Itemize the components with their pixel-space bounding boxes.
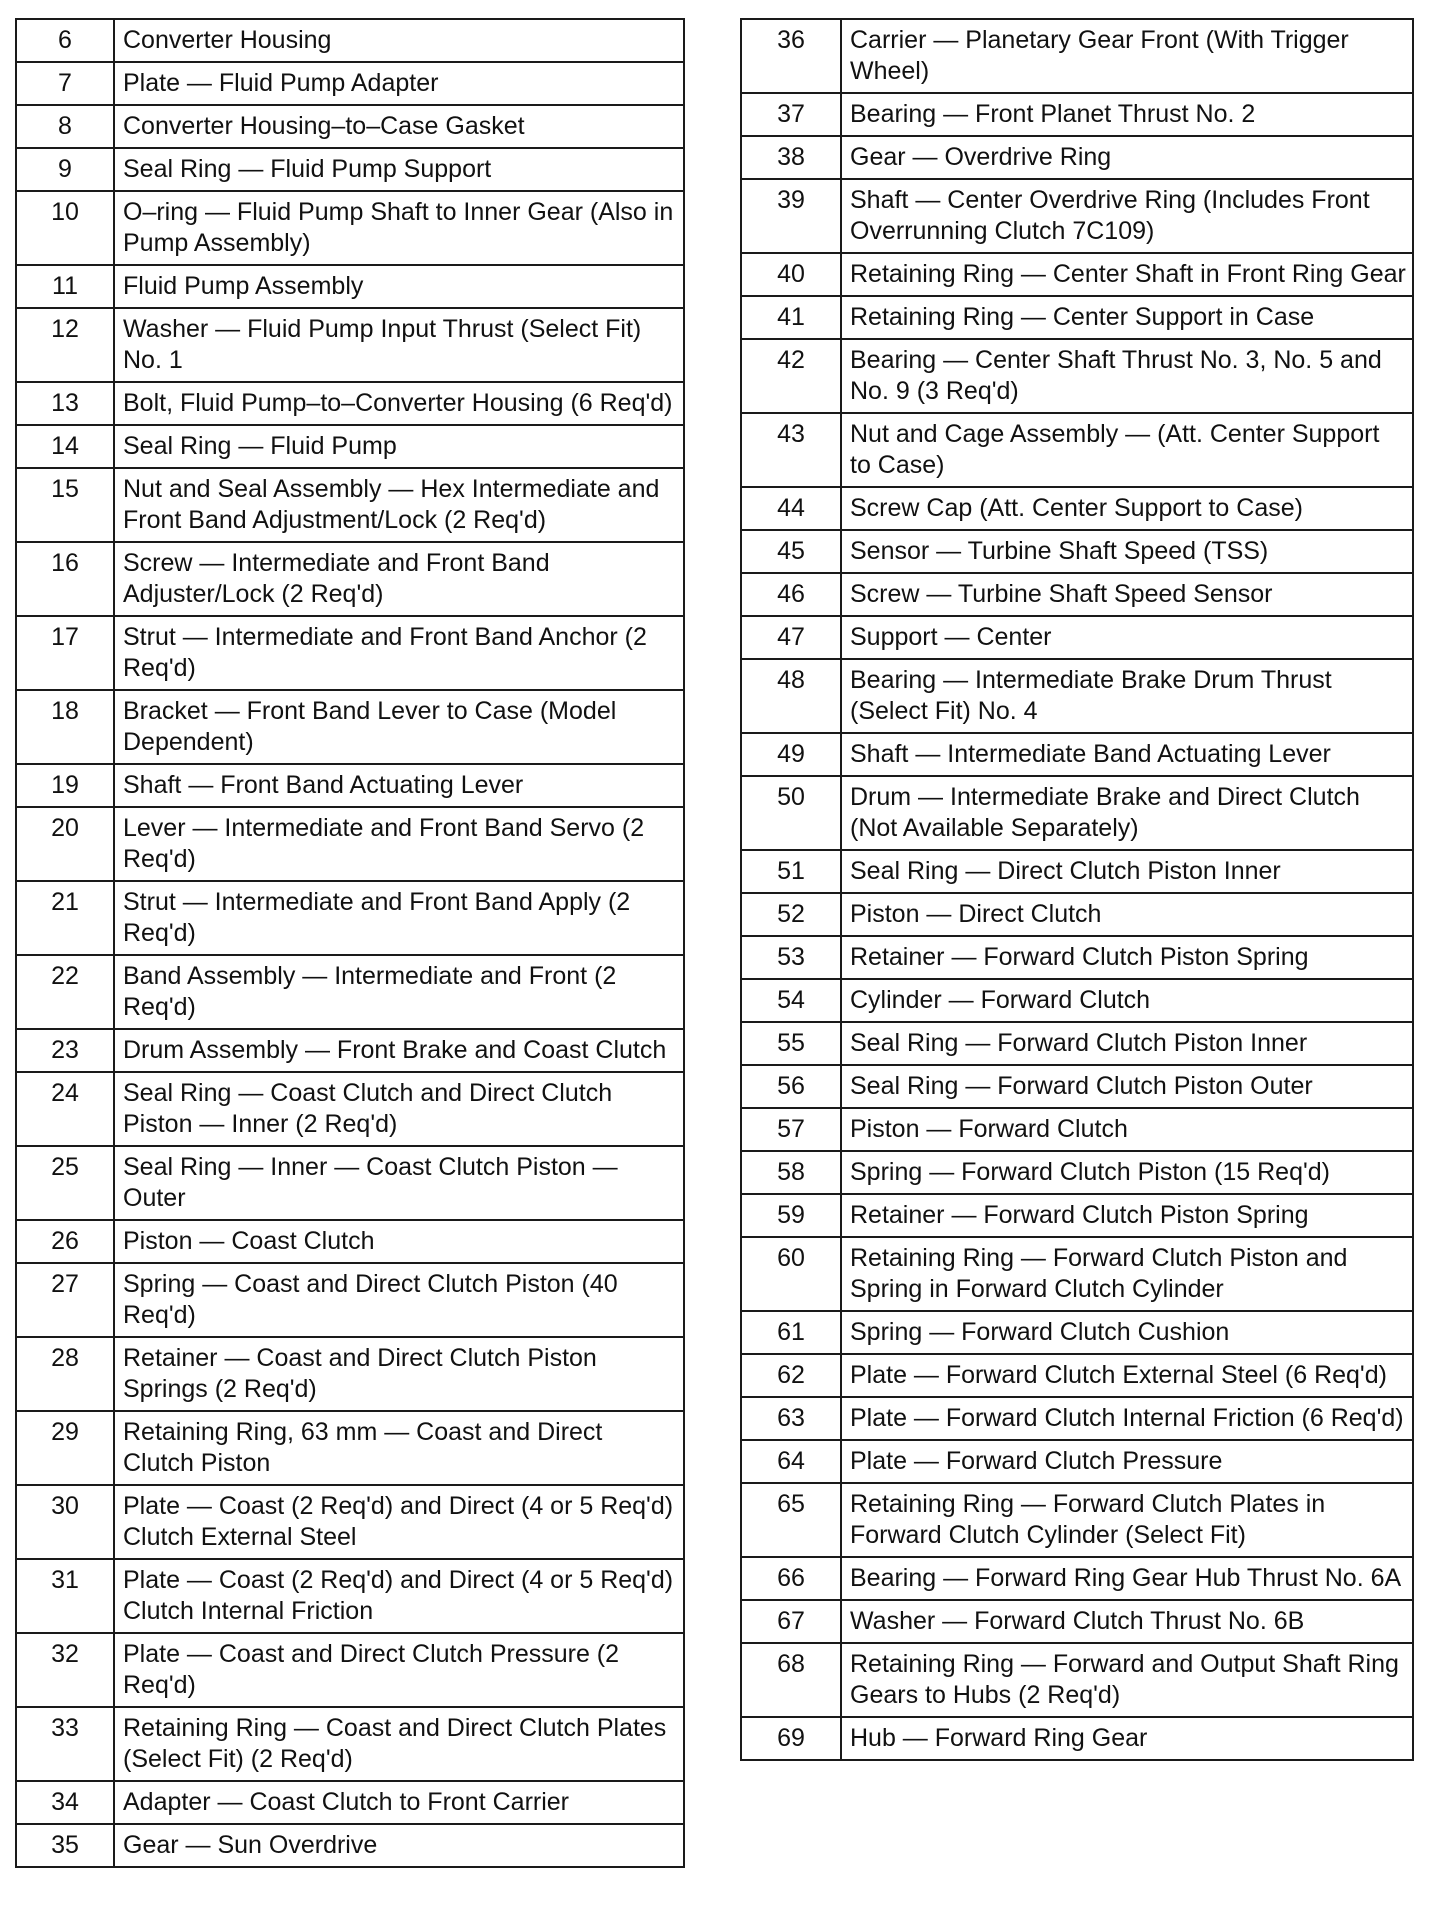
table-row: [741, 573, 1413, 616]
table-row: [741, 487, 1413, 530]
part-number: 61: [741, 1311, 841, 1354]
part-description: Seal Ring — Direct Clutch Piston Inner: [841, 850, 1413, 893]
part-number: 50: [741, 776, 841, 850]
table-row: [16, 1072, 684, 1146]
part-description: Screw — Turbine Shaft Speed Sensor: [841, 573, 1413, 616]
part-number: 69: [741, 1717, 841, 1760]
part-number: 30: [16, 1485, 114, 1559]
part-description: Band Assembly — Intermediate and Front (2 Req'd): [114, 955, 684, 1029]
part-description: Seal Ring — Coast Clutch and Direct Clutch Piston — Inner (2 Req'd): [114, 1072, 684, 1146]
part-description: Bearing — Forward Ring Gear Hub Thrust No. 6A: [841, 1557, 1413, 1600]
part-number: 33: [16, 1707, 114, 1781]
part-number: 38: [741, 136, 841, 179]
part-number: 32: [16, 1633, 114, 1707]
table-row: [16, 1263, 684, 1337]
table-row: [741, 1440, 1413, 1483]
part-description: Converter Housing: [114, 19, 684, 62]
table-row: [741, 733, 1413, 776]
part-number: 7: [16, 62, 114, 105]
part-description: Seal Ring — Inner — Coast Clutch Piston — Outer: [114, 1146, 684, 1220]
part-description: Retainer — Forward Clutch Piston Spring: [841, 1194, 1413, 1237]
part-number: 35: [16, 1824, 114, 1867]
part-number: 46: [741, 573, 841, 616]
part-number: 9: [16, 148, 114, 191]
part-number: 65: [741, 1483, 841, 1557]
table-row: [16, 148, 684, 191]
part-number: 59: [741, 1194, 841, 1237]
table-row: [16, 1633, 684, 1707]
table-row: [16, 764, 684, 807]
part-description: Bearing — Center Shaft Thrust No. 3, No. 5 and No. 9 (3 Req'd): [841, 339, 1413, 413]
table-row: [16, 807, 684, 881]
table-row: [16, 265, 684, 308]
part-number: 23: [16, 1029, 114, 1072]
part-number: 57: [741, 1108, 841, 1151]
part-description: Lever — Intermediate and Front Band Servo (2 Req'd): [114, 807, 684, 881]
part-description: Retaining Ring, 63 mm — Coast and Direct Clutch Piston: [114, 1411, 684, 1485]
part-number: 29: [16, 1411, 114, 1485]
table-row: [741, 850, 1413, 893]
part-description: Plate — Forward Clutch External Steel (6 Req'd): [841, 1354, 1413, 1397]
table-row: [741, 530, 1413, 573]
part-description: Nut and Seal Assembly — Hex Intermediate and Front Band Adjustment/Lock (2 Req'd): [114, 468, 684, 542]
part-number: 51: [741, 850, 841, 893]
part-description: Strut — Intermediate and Front Band Apply (2 Req'd): [114, 881, 684, 955]
part-description: Cylinder — Forward Clutch: [841, 979, 1413, 1022]
part-number: 55: [741, 1022, 841, 1065]
table-row: [741, 776, 1413, 850]
part-number: 45: [741, 530, 841, 573]
part-number: 68: [741, 1643, 841, 1717]
table-row: [16, 690, 684, 764]
table-row: [741, 339, 1413, 413]
table-row: [741, 1557, 1413, 1600]
part-description: Plate — Coast and Direct Clutch Pressure (2 Req'd): [114, 1633, 684, 1707]
table-row: [16, 1781, 684, 1824]
part-description: Retainer — Forward Clutch Piston Spring: [841, 936, 1413, 979]
part-description: Plate — Forward Clutch Pressure: [841, 1440, 1413, 1483]
table-row: [16, 1485, 684, 1559]
part-number: 6: [16, 19, 114, 62]
part-description: Retaining Ring — Center Shaft in Front Ring Gear: [841, 253, 1413, 296]
table-row: [16, 1029, 684, 1072]
part-description: Strut — Intermediate and Front Band Anchor (2 Req'd): [114, 616, 684, 690]
table-row: [16, 955, 684, 1029]
table-row: [741, 413, 1413, 487]
table-row: [16, 425, 684, 468]
table-row: [741, 1717, 1413, 1760]
table-row: [741, 1022, 1413, 1065]
part-number: 8: [16, 105, 114, 148]
table-row: [16, 881, 684, 955]
part-number: 49: [741, 733, 841, 776]
table-row: [741, 1600, 1413, 1643]
part-description: Adapter — Coast Clutch to Front Carrier: [114, 1781, 684, 1824]
table-row: [741, 1151, 1413, 1194]
table-row: [741, 979, 1413, 1022]
part-number: 11: [16, 265, 114, 308]
table-row: [16, 1337, 684, 1411]
table-row: [741, 659, 1413, 733]
part-description: Fluid Pump Assembly: [114, 265, 684, 308]
part-number: 52: [741, 893, 841, 936]
table-row: [16, 19, 684, 62]
part-description: Spring — Coast and Direct Clutch Piston (40 Req'd): [114, 1263, 684, 1337]
table-row: [16, 1146, 684, 1220]
table-row: [16, 62, 684, 105]
part-number: 64: [741, 1440, 841, 1483]
part-number: 47: [741, 616, 841, 659]
part-description: Bolt, Fluid Pump–to–Converter Housing (6 Req'd): [114, 382, 684, 425]
table-row: [16, 542, 684, 616]
part-description: Gear — Sun Overdrive: [114, 1824, 684, 1867]
part-description: Washer — Forward Clutch Thrust No. 6B: [841, 1600, 1413, 1643]
part-description: Drum — Intermediate Brake and Direct Clutch (Not Available Separately): [841, 776, 1413, 850]
part-description: Spring — Forward Clutch Piston (15 Req'd): [841, 1151, 1413, 1194]
part-description: Piston — Forward Clutch: [841, 1108, 1413, 1151]
table-row: [16, 105, 684, 148]
part-number: 62: [741, 1354, 841, 1397]
table-row: [741, 1065, 1413, 1108]
table-row: [741, 1194, 1413, 1237]
part-number: 40: [741, 253, 841, 296]
part-number: 56: [741, 1065, 841, 1108]
part-description: Retaining Ring — Forward Clutch Plates in Forward Clutch Cylinder (Select Fit): [841, 1483, 1413, 1557]
part-description: Support — Center: [841, 616, 1413, 659]
part-number: 60: [741, 1237, 841, 1311]
table-row: [741, 1483, 1413, 1557]
table-row: [741, 1397, 1413, 1440]
part-description: Plate — Coast (2 Req'd) and Direct (4 or 5 Req'd) Clutch Internal Friction: [114, 1559, 684, 1633]
table-row: [741, 1311, 1413, 1354]
part-number: 14: [16, 425, 114, 468]
table-row: [16, 1220, 684, 1263]
part-description: Retaining Ring — Forward and Output Shaft Ring Gears to Hubs (2 Req'd): [841, 1643, 1413, 1717]
part-number: 27: [16, 1263, 114, 1337]
part-description: Seal Ring — Fluid Pump Support: [114, 148, 684, 191]
part-description: Sensor — Turbine Shaft Speed (TSS): [841, 530, 1413, 573]
part-description: Bracket — Front Band Lever to Case (Model Dependent): [114, 690, 684, 764]
part-number: 13: [16, 382, 114, 425]
part-number: 36: [741, 19, 841, 93]
part-number: 24: [16, 1072, 114, 1146]
part-description: Seal Ring — Fluid Pump: [114, 425, 684, 468]
part-description: Nut and Cage Assembly — (Att. Center Support to Case): [841, 413, 1413, 487]
table-row: [741, 1237, 1413, 1311]
table-row: [16, 616, 684, 690]
part-number: 39: [741, 179, 841, 253]
table-row: [741, 179, 1413, 253]
part-number: 66: [741, 1557, 841, 1600]
parts-table-left-body: [16, 19, 684, 1867]
table-row: [741, 1108, 1413, 1151]
part-description: Converter Housing–to–Case Gasket: [114, 105, 684, 148]
part-number: 12: [16, 308, 114, 382]
part-description: Piston — Direct Clutch: [841, 893, 1413, 936]
part-description: Plate — Fluid Pump Adapter: [114, 62, 684, 105]
part-description: Bearing — Intermediate Brake Drum Thrust (Select Fit) No. 4: [841, 659, 1413, 733]
part-description: Gear — Overdrive Ring: [841, 136, 1413, 179]
part-number: 48: [741, 659, 841, 733]
table-row: [741, 936, 1413, 979]
part-number: 15: [16, 468, 114, 542]
table-row: [16, 308, 684, 382]
part-number: 63: [741, 1397, 841, 1440]
part-number: 18: [16, 690, 114, 764]
table-row: [16, 1411, 684, 1485]
part-number: 41: [741, 296, 841, 339]
part-description: Screw — Intermediate and Front Band Adjuster/Lock (2 Req'd): [114, 542, 684, 616]
parts-table-right-body: [741, 19, 1413, 1760]
part-description: Piston — Coast Clutch: [114, 1220, 684, 1263]
part-number: 37: [741, 93, 841, 136]
part-number: 10: [16, 191, 114, 265]
part-description: Plate — Coast (2 Req'd) and Direct (4 or 5 Req'd) Clutch External Steel: [114, 1485, 684, 1559]
table-row: [16, 382, 684, 425]
parts-table-left: [15, 18, 685, 1868]
part-description: Shaft — Intermediate Band Actuating Lever: [841, 733, 1413, 776]
part-number: 17: [16, 616, 114, 690]
part-number: 53: [741, 936, 841, 979]
table-row: [741, 93, 1413, 136]
table-row: [741, 296, 1413, 339]
part-number: 43: [741, 413, 841, 487]
table-row: [741, 1643, 1413, 1717]
part-number: 21: [16, 881, 114, 955]
part-number: 16: [16, 542, 114, 616]
part-description: Seal Ring — Forward Clutch Piston Inner: [841, 1022, 1413, 1065]
part-description: Washer — Fluid Pump Input Thrust (Select Fit) No. 1: [114, 308, 684, 382]
part-number: 31: [16, 1559, 114, 1633]
table-row: [16, 1824, 684, 1867]
table-row: [16, 468, 684, 542]
part-number: 67: [741, 1600, 841, 1643]
table-row: [741, 893, 1413, 936]
parts-table-right: [740, 18, 1414, 1761]
part-description: Seal Ring — Forward Clutch Piston Outer: [841, 1065, 1413, 1108]
table-row: [741, 1354, 1413, 1397]
part-number: 22: [16, 955, 114, 1029]
part-description: Shaft — Front Band Actuating Lever: [114, 764, 684, 807]
part-description: Hub — Forward Ring Gear: [841, 1717, 1413, 1760]
part-number: 25: [16, 1146, 114, 1220]
part-number: 28: [16, 1337, 114, 1411]
part-description: Carrier — Planetary Gear Front (With Trigger Wheel): [841, 19, 1413, 93]
part-number: 34: [16, 1781, 114, 1824]
part-description: Retainer — Coast and Direct Clutch Piston Springs (2 Req'd): [114, 1337, 684, 1411]
part-number: 58: [741, 1151, 841, 1194]
table-row: [741, 19, 1413, 93]
table-row: [16, 1559, 684, 1633]
part-number: 26: [16, 1220, 114, 1263]
part-description: Retaining Ring — Coast and Direct Clutch Plates (Select Fit) (2 Req'd): [114, 1707, 684, 1781]
part-description: Bearing — Front Planet Thrust No. 2: [841, 93, 1413, 136]
part-description: Screw Cap (Att. Center Support to Case): [841, 487, 1413, 530]
part-number: 44: [741, 487, 841, 530]
part-number: 19: [16, 764, 114, 807]
table-row: [741, 253, 1413, 296]
part-number: 54: [741, 979, 841, 1022]
table-row: [16, 1707, 684, 1781]
part-description: Spring — Forward Clutch Cushion: [841, 1311, 1413, 1354]
part-description: Retaining Ring — Forward Clutch Piston and Spring in Forward Clutch Cylinder: [841, 1237, 1413, 1311]
part-description: Plate — Forward Clutch Internal Friction (6 Req'd): [841, 1397, 1413, 1440]
part-number: 42: [741, 339, 841, 413]
part-description: Drum Assembly — Front Brake and Coast Clutch: [114, 1029, 684, 1072]
part-description: Shaft — Center Overdrive Ring (Includes Front Overrunning Clutch 7C109): [841, 179, 1413, 253]
table-row: [16, 191, 684, 265]
part-number: 20: [16, 807, 114, 881]
table-row: [741, 136, 1413, 179]
table-row: [741, 616, 1413, 659]
part-description: Retaining Ring — Center Support in Case: [841, 296, 1413, 339]
part-description: O–ring — Fluid Pump Shaft to Inner Gear (Also in Pump Assembly): [114, 191, 684, 265]
